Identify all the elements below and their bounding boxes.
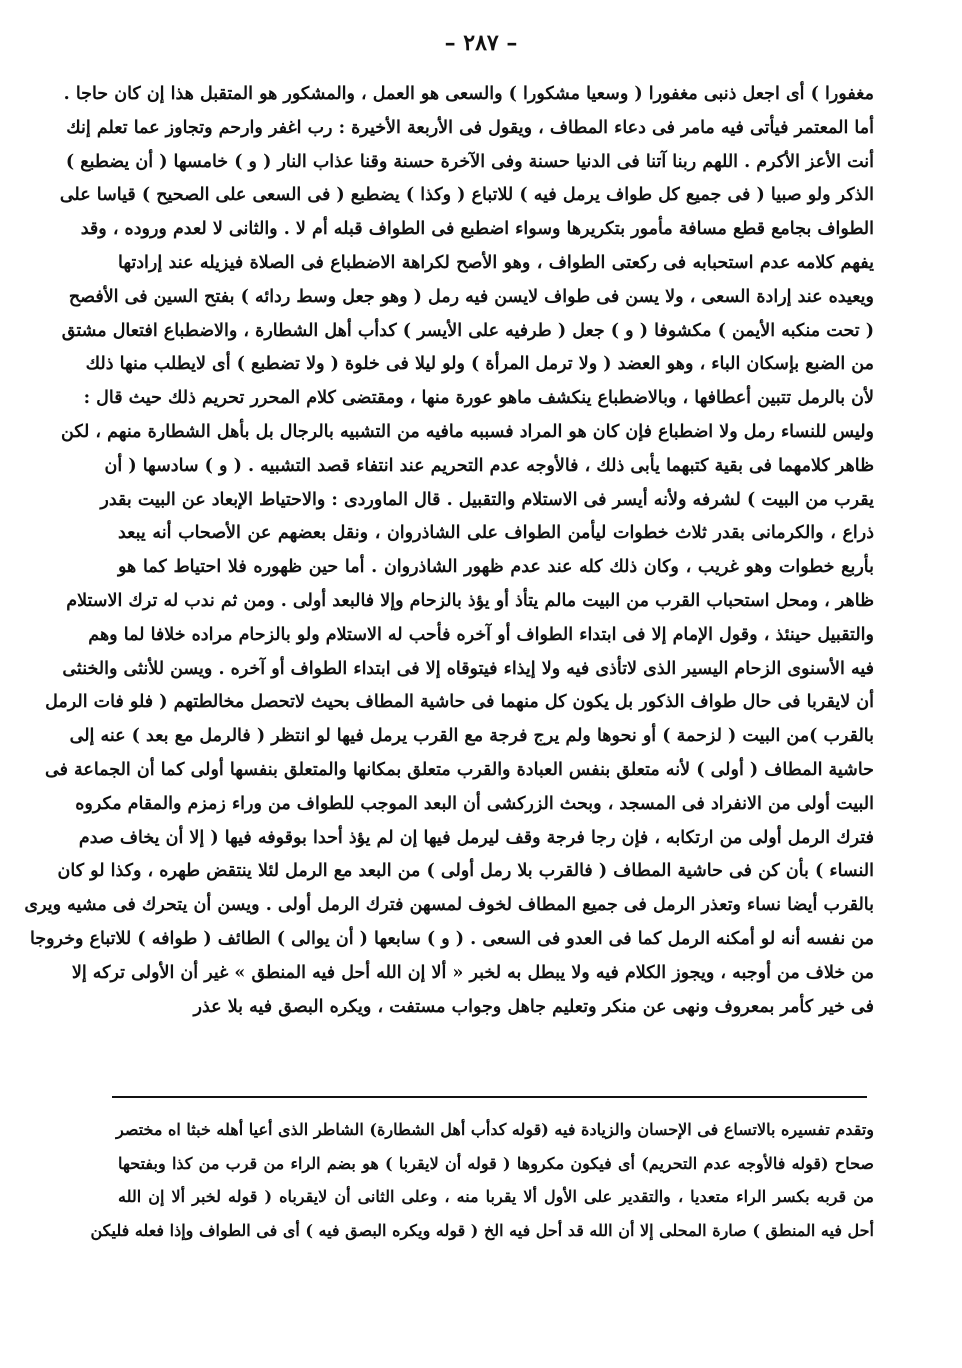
text-line: ويعيده عند إرادة السعى ، ولا يسن فى طواف لايسن فيه رمل ( وهو جعل وسط ردائه ) بفتح السين فى الأفصح — [68, 286, 874, 307]
footnote-divider — [112, 1096, 867, 1098]
text-line: مغفورا ) أى اجعل ذنبى مغفورا ( وسعيا مشكورا ) والسعى هو العمل ، والمشكور هو المتقبل هذا إن كان حاجا . — [63, 84, 874, 104]
text-line: أن لايقربا فى حال طواف الذكور بل يكون كل منهما فى حاشية المطاف بحيث لاتحصل مخالطتهم ( فلو فات الرمل — [45, 692, 874, 713]
text-line: من خلاف من أوجبه ، ويجوز الكلام فيه ولا يبطل به لخبر « ألا إن الله أحل فيه المنطق » غير أن الأولى تركه إلا — [71, 962, 874, 983]
text-line: أنت الأعز الأكرم . اللهم ربنا آتنا فى الدنيا حسنة وفى الآخرة حسنة وقنا عذاب النار ( و ) خامسها ( أن يضطبع ) — [65, 151, 874, 172]
text-line: البيت أولى من الانفراد فى المسجد ، وبحث الزركشى أن البعد الموجب للطواف من وراء زمزم والمقام مكروه — [75, 793, 874, 814]
text-line: حاشية المطاف ( أولى ) لأنه متعلق بنفس العبادة والقرب متعلق بمكانها والمتعلق بنفسها أولى كما أن الجماعة فى — [44, 759, 874, 780]
main-text-body — [24, 78, 874, 1024]
text-line: الذكر ولو صبيا ( فى جميع كل طواف يرمل فيه ) للاتباع ( وكذا ) يضطبع ( فى السعى على الصحيح ) قياسا على — [59, 185, 874, 206]
text-line: يفهم كلامه عدم استحبابه فى ركعتى الطواف ، وهو الأصح لكراهة الاضطباع فى الصلاة فيزيله عند إرادتها — [118, 252, 874, 273]
text-line: لأن بالرمل تتبين أعطافها ، وبالاضطباع ينكشف ماهو عورة منها ، ومقتضى كلام المحرر تحريم ذلك حيث قال : — [83, 388, 874, 409]
text-line: بأربع خطوات وهو غريب ، وكان ذلك كله عند عدم ظهور الشاذروان . أما حين ظهوره فلا احتياط كما هو — [118, 557, 874, 578]
footnote-line: وتقدم تفسيره بالاتساع فى الإحسان والزيادة فيه (قوله كدأب أهل الشطارة) الشاطر الذى أعيا أهله خبثا اه مختصر — [116, 1120, 874, 1139]
page-number: – ٢٨٧ – — [444, 30, 518, 56]
footnote-line: أحل فيه المنطق ) صارة المحلى إلا أن الله قد أحل فيه الخ ( قوله ويكره البصق فيه ) أى فى الطواف وإذا فعله فليكن — [90, 1220, 874, 1240]
text-line: من نفسه أنه لو أمكنه الرمل كما فى العدو فى السعى . ( و ) سابعها ( أن يوالى ) الطائف ( طوافه ) للاتباع وخروجا — [29, 928, 874, 949]
footnote-line: من قربه بكسر الراء متعديا ، والتقدير على الأول ألا يقربا منه ، وعلى الثانى أن لايقرباه ( قوله لخبر ألا إن الله — [118, 1187, 874, 1206]
text-line: ( تحت منكبه الأيمن ) مكشوفا ( و ) جعل ( طرفيه على الأيسر ) كدأب أهل الشطارة ، والاضطباع افتعال مشتق — [61, 320, 874, 341]
text-line: من الضبع بإسكان الباء ، وهو العضد ( ولا ترمل المرأة ) ولو ليلا فى خلوة ( ولا تضطبع ) أى لايطلب منها ذلك — [85, 354, 874, 375]
text-line: ظاهر كلامهما فى بقية كتبهما يأبى ذلك ، فالأوجه عدم التحريم عند انتفاء قصد التشبيه . ( و ) سادسها ( أن — [104, 455, 874, 476]
text-line: يقرب من البيت ) لشرفه ولأنه أيسر فى الاستلام والتقبيل . قال الماوردى : والاحتياط الإبعاد عن البيت بقدر — [100, 489, 874, 510]
text-line: بالقرب )من البيت ( لزحمة ) أو نحوها ولم يرج فرجة مع القرب يرمل فيها لو انتظر ( فالرمل مع بعد ) عنه إلى — [69, 726, 874, 747]
text-line: أما المعتمر فيأتى فيه مامر فى دعاء المطاف ، ويقول فى الأربعة الأخيرة : رب اغفر وارحم وتجاوز عما تعلم إنك — [66, 117, 874, 138]
text-line: النساء ) بأن كن فى حاشية المطاف ( فالقرب بلا رمل أولى ) من البعد مع الرمل لئلا ينتقض طهره ، وكذا لو كان — [57, 861, 874, 882]
text-line: ذراع ، والكرمانى بقدر ثلاث خطوات ليأمن الطواف على الشاذروان ، ونقل بعضهم عن الأصحاب أنه يبعد — [118, 523, 874, 544]
footnotes — [90, 1113, 874, 1247]
text-line: الطواف بجامع قطع مسافة مأمور بتكريرها وسواء اضطبع فى الطواف قبله أم لا . والثانى لا لعدم وروده ، وقد — [80, 219, 874, 240]
footnote-line: صحاح (قوله فالأوجه عدم التحريم) أى فيكون مكروها ( قوله أن لايقربا ) هو بضم الراء من قرب من كذا وبفتحها — [118, 1153, 874, 1173]
text-line: فى خير كأمر بمعروف ونهى عن منكر وتعليم جاهل وجواب مستفت ، ويكره البصق فيه بلا عذر — [193, 996, 874, 1017]
text-line: ظاهر ، ومحل استحباب القرب من البيت مالم يتأذ أو يؤذ بالزحام وإلا فالبعد أولى . ومن ثم ندب له ترك الاستلام — [66, 590, 874, 611]
text-line: فيه الأسنوى الزحام اليسير الذى لاتأذى فيه ولا إيذاء فيتوقاه إلا فى ابتداء الطواف أو آخره . ويسن للأنثى والخنثى — [62, 658, 874, 679]
text-line: بالقرب أيضا نساء وتعذر الرمل فى جميع المطاف لخوف لمسهن فترك الرمل أولى . ويسن أن يتحرك فى مشيه ويرى — [24, 895, 874, 916]
text-line: وليس للنساء رمل ولا اضطباع فإن كان هو المراد فسببه مافيه من التشبيه بالرجال بل بأهل الشطارة منهم ، لكن — [61, 421, 874, 442]
text-line: فترك الرمل أولى من ارتكابه ، فإن رجا فرجة وقف ليرمل فيها إن لم يؤذ أحدا بوقوفه فيها ( إلا أن يخاف صدم — [78, 827, 874, 848]
text-line: والتقبيل حينئذ ، وقول الإمام إلا فى ابتداء الطواف أو آخره فأحب له الاستلام ولو بالزحام مراده خلافا لما وهم — [88, 624, 874, 645]
